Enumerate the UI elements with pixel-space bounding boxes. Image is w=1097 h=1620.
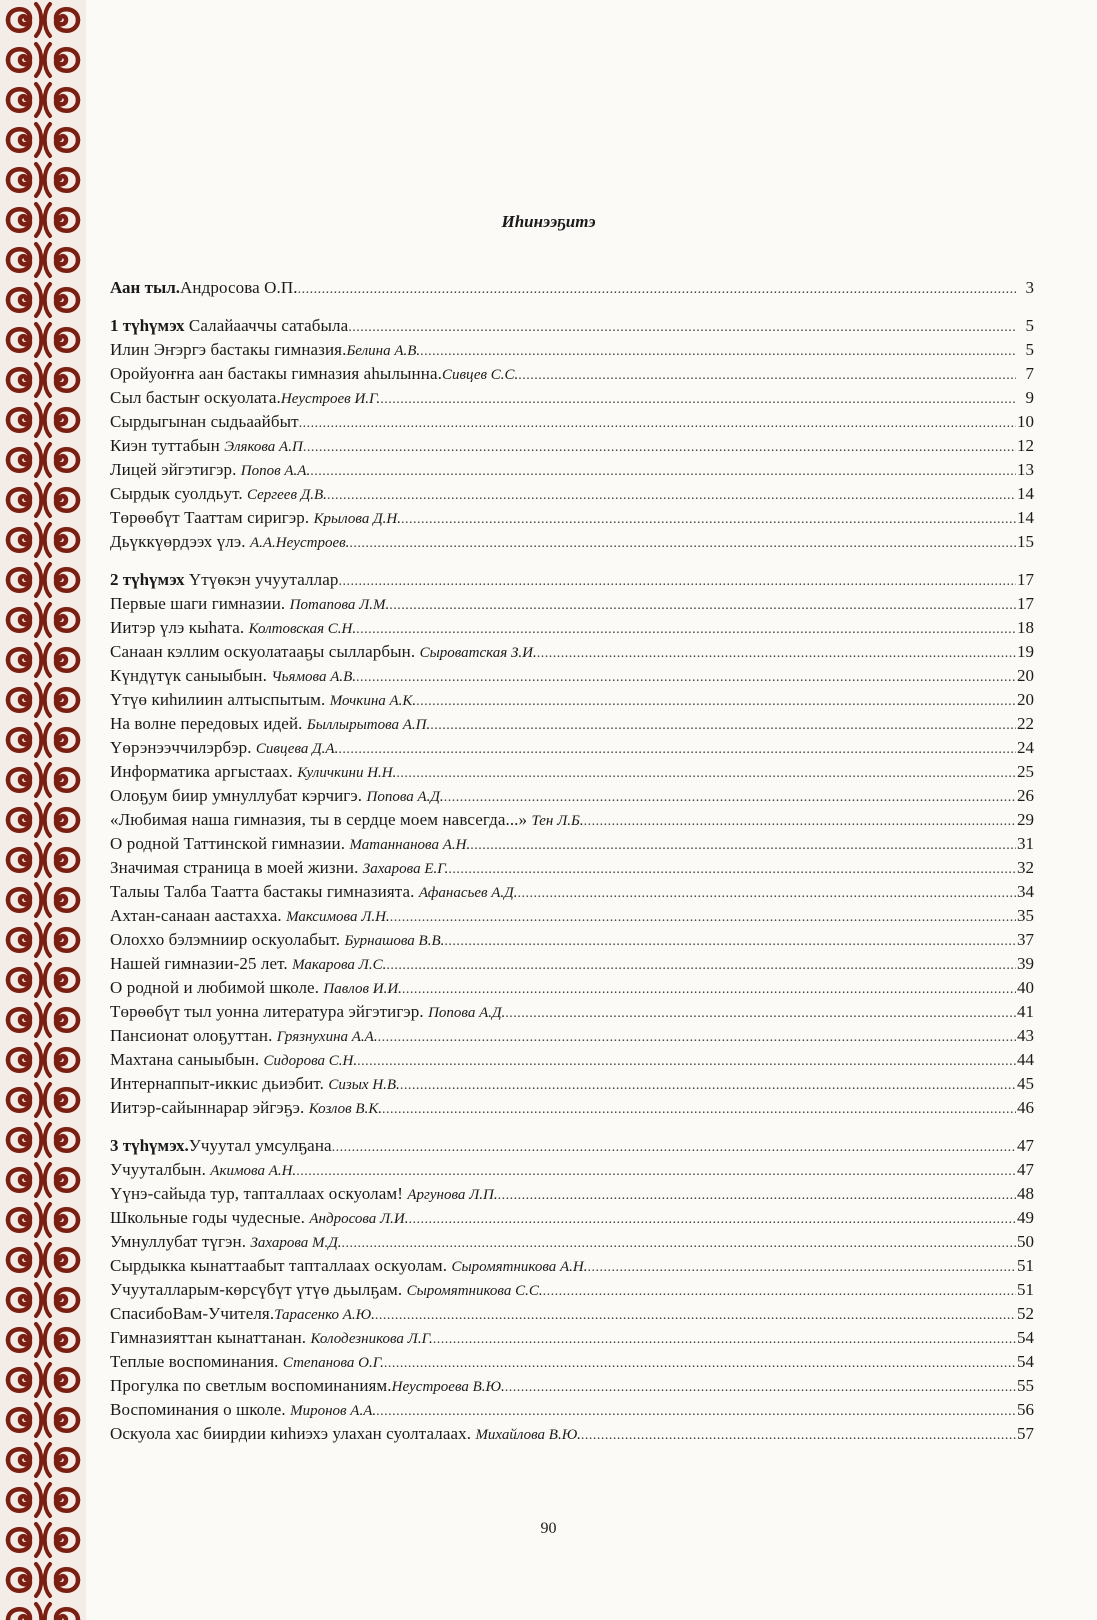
- dot-leader: [537, 642, 1016, 666]
- dot-leader: [401, 508, 1016, 532]
- toc-entry-text: [110, 362, 518, 387]
- toc-entry: [110, 856, 1034, 880]
- toc-entry-title: Күндүтүк саныыбын.: [110, 666, 272, 685]
- dot-leader: [518, 364, 1016, 388]
- toc-entry-page: 25: [1017, 762, 1034, 781]
- dot-leader: [342, 1232, 1016, 1256]
- dot-leader: [517, 882, 1016, 906]
- toc-entry-title: «Любимая наша гимназия, ты в сердце моем навсегда...»: [110, 810, 532, 829]
- toc-entry-text: [110, 568, 338, 592]
- toc-entry-author: Захарова М.Д.: [250, 1235, 342, 1251]
- toc-section: [110, 568, 1034, 1120]
- toc-entry: [110, 1302, 1034, 1326]
- toc-entry: [110, 506, 1034, 530]
- toc-entry: [110, 482, 1034, 506]
- toc-entry-text: [110, 1182, 498, 1207]
- toc-entry: [110, 880, 1034, 904]
- toc-entry-author: Аргунова Л.П.: [407, 1187, 498, 1203]
- toc-entry: [110, 338, 1034, 362]
- toc-entry-text: [110, 616, 356, 641]
- toc-entry-text: [110, 784, 444, 809]
- toc-entry: [110, 688, 1034, 712]
- toc-entry-text: [110, 434, 303, 459]
- toc-entry-text: [110, 1000, 505, 1025]
- toc-entry-text: [110, 1398, 376, 1423]
- toc-entry-page: 40: [1017, 978, 1034, 997]
- toc-entry-text: [110, 808, 584, 833]
- toc-entry: [110, 760, 1034, 784]
- dot-leader: [298, 278, 1016, 302]
- dot-leader: [338, 738, 1016, 762]
- toc-entry-author: Максимова Л.Н.: [286, 909, 390, 925]
- toc-entry-page: 45: [1017, 1074, 1034, 1093]
- dot-leader: [356, 618, 1016, 642]
- toc-entry-page: 52: [1017, 1304, 1034, 1323]
- toc-entry-author: А.А.Неустроев.: [249, 535, 350, 551]
- toc-entry: [110, 640, 1034, 664]
- dot-leader: [470, 834, 1016, 858]
- toc-entry-text: [110, 530, 349, 555]
- dot-leader: [356, 666, 1016, 690]
- section-number: 2 түһүмэх: [110, 570, 185, 589]
- toc-entry-page: 10: [1017, 412, 1034, 431]
- toc-entry: [110, 1182, 1034, 1206]
- toc-entry-page: 18: [1017, 618, 1034, 637]
- toc-entry: [110, 434, 1034, 458]
- toc-entry: [110, 276, 1034, 300]
- toc-entry: [110, 736, 1034, 760]
- toc-entry-author: Попов А.А.: [240, 463, 311, 479]
- toc-entry-title: Төрөөбүт Тааттам сиригэр.: [110, 508, 314, 527]
- toc-entry-text: [110, 1302, 375, 1327]
- toc-entry-author: Матаннанова А.Н.: [349, 837, 471, 853]
- toc-entry-page: 13: [1017, 460, 1034, 479]
- toc-entry-page: 50: [1017, 1232, 1034, 1251]
- toc-entry: [110, 904, 1034, 928]
- toc-entry: [110, 952, 1034, 976]
- toc-entry: [110, 664, 1034, 688]
- toc-entry-page: 54: [1017, 1328, 1034, 1347]
- toc-entry-title: Киэн туттабын: [110, 436, 225, 455]
- toc-entry-text: [110, 592, 389, 617]
- toc-entry-title: Илин Эҥэргэ бастакы гимназия.: [110, 340, 347, 359]
- toc-entry-author: Сивцева Д.А.: [255, 741, 339, 757]
- dot-leader: [357, 1050, 1016, 1074]
- dot-leader: [505, 1376, 1016, 1400]
- toc-entry-page: 44: [1017, 1050, 1034, 1069]
- toc-entry-text: [110, 458, 310, 483]
- toc-entry-title: Воспоминания о школе.: [110, 1400, 291, 1419]
- toc-entry-page: 22: [1017, 714, 1034, 733]
- toc-entry-page: 57: [1017, 1424, 1034, 1443]
- dot-leader: [296, 1160, 1016, 1184]
- toc-entry-text: [110, 1254, 588, 1279]
- dot-leader: [498, 1184, 1016, 1208]
- dot-leader: [543, 1280, 1016, 1304]
- toc-entry-text: [110, 1278, 543, 1303]
- toc-entry-text: [110, 688, 416, 713]
- toc-entry-text: [110, 856, 448, 881]
- toc-entry-author: Козлов В.К.: [308, 1101, 383, 1117]
- toc-entry-author: Афанасьев А.Д.: [418, 885, 518, 901]
- toc-entry-author: Михайлова В.Ю.: [475, 1427, 581, 1443]
- dot-leader: [386, 954, 1016, 978]
- toc-entry-title: Иитэр үлэ кыһата.: [110, 618, 249, 637]
- toc-entry-author: Сидорова С.Н.: [263, 1053, 358, 1069]
- toc-entry-title: Оройуоҥҥа аан бастакы гимназия аһылынна.: [110, 364, 442, 383]
- toc-entry-page: 20: [1017, 690, 1034, 709]
- toc-entry-page: 5: [1025, 316, 1034, 335]
- toc-entry-page: 26: [1017, 786, 1034, 805]
- toc-entry-title: Олоҕум биир умнуллубат кэрчигэ.: [110, 786, 367, 805]
- toc-entry-title: Первые шаги гимназии.: [110, 594, 290, 613]
- dot-leader: [433, 1328, 1016, 1352]
- toc-entry-page: 20: [1017, 666, 1034, 685]
- toc-entry-title: Төрөөбүт тыл уонна литература эйгэтигэр.: [110, 1002, 429, 1021]
- toc-entry-text: [110, 1350, 384, 1375]
- dot-leader: [588, 1256, 1017, 1280]
- toc-entry-author: Неустроев И.Г.: [280, 391, 381, 407]
- toc-entry-title: Салайааччы сатабыла: [184, 316, 349, 335]
- toc-entry: [110, 1000, 1034, 1024]
- toc-entry-page: 34: [1017, 882, 1034, 901]
- toc-entry-page: 47: [1017, 1160, 1034, 1179]
- toc-entry-author: Захарова Е.Г.: [362, 861, 449, 877]
- page-number: 90: [540, 1520, 557, 1537]
- toc-entry-page: 32: [1017, 858, 1034, 877]
- toc-entry-text: [110, 1048, 357, 1073]
- toc-entry-title: Пансионат олоҕуттан.: [110, 1026, 277, 1045]
- dot-leader: [382, 1098, 1016, 1122]
- toc-entry-page: 19: [1017, 642, 1034, 661]
- toc-entry-text: [110, 276, 298, 300]
- dot-leader: [444, 930, 1016, 954]
- toc-entry-author: Павлов И.И.: [323, 981, 402, 997]
- dot-leader: [310, 460, 1016, 484]
- toc-entry-title: На волне передовых идей.: [110, 714, 307, 733]
- toc-section: [110, 276, 1034, 300]
- toc-entry-text: [110, 1134, 332, 1158]
- toc-entry: [110, 410, 1034, 434]
- dot-leader: [349, 532, 1016, 556]
- toc-entry: [110, 1048, 1034, 1072]
- toc-entry-text: [110, 976, 402, 1001]
- toc-entry: [110, 1422, 1034, 1446]
- toc-entry-text: [110, 410, 299, 434]
- toc-entry-author: Неустроева В.Ю.: [391, 1379, 505, 1395]
- dot-leader: [376, 1400, 1016, 1424]
- toc-entry-title: Оскуола хас биирдии киһиэхэ улахан суолталаах.: [110, 1424, 476, 1443]
- toc-entry: [110, 1072, 1034, 1096]
- toc-entry-author: Макарова Л.С.: [292, 957, 387, 973]
- toc-entry: [110, 568, 1034, 592]
- toc-entry-text: [110, 880, 517, 905]
- toc-entry-author: Сергеев Д.В.: [247, 487, 327, 503]
- toc-entry-text: [110, 928, 444, 953]
- toc-entry-page: 3: [1025, 278, 1034, 297]
- toc-entry-page: 24: [1017, 738, 1034, 757]
- toc-entry-author: Мочкина А.К.: [329, 693, 417, 709]
- toc-entry-author: Куличкини Н.Н.: [297, 765, 397, 781]
- toc-entry-author: Белина А.В.: [346, 343, 421, 359]
- toc-entry: [110, 1326, 1034, 1350]
- table-of-contents: [110, 276, 1034, 1460]
- toc-entry-page: 39: [1017, 954, 1034, 973]
- toc-entry-page: 17: [1017, 570, 1034, 589]
- toc-entry-page: 29: [1017, 810, 1034, 829]
- toc-entry-author: Андросова Л.И.: [309, 1211, 409, 1227]
- toc-entry-page: 12: [1017, 436, 1034, 455]
- toc-entry: [110, 784, 1034, 808]
- toc-entry-title: О родной Таттинской гимназии.: [110, 834, 350, 853]
- toc-entry-page: 51: [1017, 1280, 1034, 1299]
- toc-entry-text: [110, 314, 348, 338]
- toc-entry-author: Колтовская С.Н.: [248, 621, 357, 637]
- toc-entry-title: Дьүккүөрдээх үлэ.: [110, 532, 250, 551]
- toc-entry-text: [110, 904, 390, 929]
- dot-leader: [348, 316, 1016, 340]
- toc-entry-title: Үүнэ-сайыда тур, тапталлаах оскуолам!: [110, 1184, 408, 1203]
- dot-leader: [584, 810, 1016, 834]
- dot-leader: [396, 762, 1016, 786]
- toc-entry: [110, 1374, 1034, 1398]
- toc-entry-text: [110, 506, 401, 531]
- ornamental-border-icon: [0, 0, 86, 1620]
- toc-entry-author: Грязнухина А.А.: [276, 1029, 378, 1045]
- toc-entry-page: 31: [1017, 834, 1034, 853]
- dot-leader: [402, 978, 1016, 1002]
- dot-leader: [390, 906, 1016, 930]
- toc-entry: [110, 928, 1034, 952]
- toc-entry: [110, 1278, 1034, 1302]
- toc-entry-page: 51: [1017, 1256, 1034, 1275]
- toc-entry-page: 55: [1017, 1376, 1034, 1395]
- toc-entry-author: Акимова А.Н.: [210, 1163, 297, 1179]
- dot-leader: [400, 1074, 1016, 1098]
- toc-entry: [110, 1158, 1034, 1182]
- toc-entry-page: 43: [1017, 1026, 1034, 1045]
- toc-entry-page: 56: [1017, 1400, 1034, 1419]
- toc-entry-page: 46: [1017, 1098, 1034, 1117]
- toc-entry: [110, 362, 1034, 386]
- toc-entry-title: Теплые воспоминания.: [110, 1352, 283, 1371]
- toc-entry-title: Ахтан-санаан аастахха.: [110, 906, 287, 925]
- toc-entry-text: [110, 338, 420, 363]
- toc-entry-title: Гимназияттан кынаттанан.: [110, 1328, 311, 1347]
- dot-leader: [444, 786, 1016, 810]
- dot-leader: [378, 1026, 1016, 1050]
- toc-entry-page: 49: [1017, 1208, 1034, 1227]
- toc-entry-text: [110, 1096, 382, 1121]
- toc-entry-text: [110, 664, 356, 689]
- toc-entry-title: Санаан кэллим оскуолатааҕы сылларбын.: [110, 642, 420, 661]
- toc-entry-text: [110, 832, 470, 857]
- toc-entry-title: Иитэр-сайыннарар эйгэҕэ.: [110, 1098, 309, 1117]
- toc-entry-page: 54: [1017, 1352, 1034, 1371]
- toc-entry-text: [110, 1158, 296, 1183]
- toc-entry: [110, 976, 1034, 1000]
- toc-entry-text: [110, 1374, 505, 1399]
- toc-entry-title: Сырдык суолдьут.: [110, 484, 248, 503]
- toc-entry: [110, 458, 1034, 482]
- toc-entry-text: [110, 386, 380, 411]
- dot-leader: [420, 340, 1016, 364]
- toc-entry-title: Интернаппыт-иккис дьиэбит.: [110, 1074, 329, 1093]
- toc-entry-author: Сыромятникова А.Н.: [451, 1259, 588, 1275]
- toc-entry: [110, 592, 1034, 616]
- dot-leader: [338, 570, 1016, 594]
- toc-entry-title: Үөрэнээччилэрбэр.: [110, 738, 256, 757]
- toc-entry-title: Информатика аргыстаах.: [110, 762, 298, 781]
- dot-leader: [380, 388, 1016, 412]
- dot-leader: [332, 1136, 1016, 1160]
- toc-entry: [110, 1398, 1034, 1422]
- toc-entry-author: Потапова Л.М.: [289, 597, 390, 613]
- toc-entry-title: Учууталларым-көрсүбүт үтүө дьылҕам.: [110, 1280, 407, 1299]
- toc-entry-page: 48: [1017, 1184, 1034, 1203]
- toc-entry-author: Степанова О.Г.: [282, 1355, 384, 1371]
- toc-entry: [110, 1096, 1034, 1120]
- toc-entry-author: Элякова А.П: [224, 439, 303, 455]
- toc-entry-text: [110, 1230, 342, 1255]
- toc-entry-author: Колодезникова Л.Г.: [310, 1331, 433, 1347]
- toc-entry-title: О родной и любимой школе.: [110, 978, 324, 997]
- toc-entry-title: Школьные годы чудесные.: [110, 1208, 310, 1227]
- toc-entry-title: СпасибоВам-Учителя.: [110, 1304, 275, 1323]
- toc-entry-author: Чьямова А.В.: [271, 669, 357, 685]
- dot-leader: [430, 714, 1016, 738]
- toc-entry-author: Сизых Н.В.: [328, 1077, 400, 1093]
- toc-entry-page: 47: [1017, 1136, 1034, 1155]
- toc-entry-page: 9: [1025, 388, 1034, 407]
- toc-entry-title: Учуутал умсулҕана: [188, 1136, 332, 1155]
- toc-entry-author: Крылова Д.Н.: [313, 511, 401, 527]
- dot-leader: [448, 858, 1016, 882]
- toc-section: [110, 1134, 1034, 1446]
- toc-entry-text: [110, 482, 327, 507]
- toc-entry-title: Сырдыкка кынаттаабыт тапталлаах оскуолам.: [110, 1256, 452, 1275]
- toc-entry-page: 37: [1017, 930, 1034, 949]
- dot-leader: [409, 1208, 1016, 1232]
- toc-entry-text: [110, 1024, 378, 1049]
- toc-entry-title: Махтана саныыбын.: [110, 1050, 264, 1069]
- toc-entry-title: Умнуллубат түгэн.: [110, 1232, 251, 1251]
- toc-entry-text: [110, 640, 537, 665]
- toc-entry-author: Сыроватская З.И.: [419, 645, 537, 661]
- toc-entry: [110, 1134, 1034, 1158]
- toc-entry-author: Сивцев С.С.: [441, 367, 519, 383]
- toc-entry: [110, 616, 1034, 640]
- dot-leader: [581, 1424, 1016, 1448]
- toc-section: [110, 314, 1034, 554]
- toc-entry-page: 17: [1017, 594, 1034, 613]
- toc-entry-author: Сыромятникова С.С.: [406, 1283, 543, 1299]
- section-number: Аан тыл.: [110, 278, 181, 297]
- toc-entry-page: 14: [1017, 484, 1034, 503]
- toc-entry-text: [110, 952, 386, 977]
- toc-entry-title: Учууталбын.: [110, 1160, 211, 1179]
- dot-leader: [299, 412, 1016, 436]
- toc-entry-page: 14: [1017, 508, 1034, 527]
- toc-entry-title: Үтүө киһилиин алтыспытым.: [110, 690, 330, 709]
- toc-entry: [110, 712, 1034, 736]
- toc-entry-text: [110, 1072, 400, 1097]
- section-number: 3 түһүмэх.: [110, 1136, 189, 1155]
- dot-leader: [375, 1304, 1016, 1328]
- toc-entry: [110, 1206, 1034, 1230]
- toc-entry-text: [110, 1326, 433, 1351]
- toc-entry-title: Үтүөкэн учууталлар: [184, 570, 339, 589]
- dot-leader: [505, 1002, 1016, 1026]
- toc-entry-title: Талыы Талба Таатта бастакы гимназията.: [110, 882, 419, 901]
- dot-leader: [416, 690, 1016, 714]
- toc-entry-page: 15: [1017, 532, 1034, 551]
- toc-entry-page: 41: [1017, 1002, 1034, 1021]
- toc-entry-text: [110, 760, 396, 785]
- toc-entry-author: Миронов А.А.: [290, 1403, 377, 1419]
- toc-entry: [110, 808, 1034, 832]
- toc-entry-text: [110, 736, 338, 761]
- dot-leader: [327, 484, 1016, 508]
- toc-entry-author: Попова А.Д.: [366, 789, 444, 805]
- toc-entry-title: Значимая страница в моей жизни.: [110, 858, 363, 877]
- toc-entry: [110, 1254, 1034, 1278]
- toc-entry: [110, 1024, 1034, 1048]
- toc-entry-page: 7: [1025, 364, 1034, 383]
- toc-entry: [110, 314, 1034, 338]
- toc-entry: [110, 386, 1034, 410]
- toc-entry: [110, 1350, 1034, 1374]
- toc-entry-title: Лицей эйгэтигэр.: [110, 460, 241, 479]
- toc-entry-title: Сыл бастыҥ оскуолата.: [110, 388, 281, 407]
- toc-entry-page: 5: [1025, 340, 1034, 359]
- toc-entry: [110, 530, 1034, 554]
- dot-leader: [303, 436, 1016, 460]
- toc-entry-title: Нашей гимназии-25 лет.: [110, 954, 293, 973]
- toc-entry-text: [110, 1206, 409, 1231]
- dot-leader: [384, 1352, 1016, 1376]
- toc-entry-title: Прогулка по светлым воспоминаниям.: [110, 1376, 392, 1395]
- toc-entry-text: [110, 1422, 581, 1447]
- toc-entry: [110, 1230, 1034, 1254]
- toc-entry-author: Тен Л.Б.: [531, 813, 584, 829]
- toc-entry-author: Попова А.Д.: [428, 1005, 506, 1021]
- dot-leader: [389, 594, 1016, 618]
- toc-entry-author: Бурнашова В.В.: [344, 933, 445, 949]
- toc-entry-text: [110, 712, 430, 737]
- page-title: Иһинээҕитэ: [501, 212, 596, 231]
- section-number: 1 түһүмэх: [110, 316, 185, 335]
- toc-entry-title: Олоххо бэлэмниир оскуолабыт.: [110, 930, 345, 949]
- toc-entry-title: Андросова О.П.: [180, 278, 298, 297]
- toc-entry-author: Быллырытова А.П.: [306, 717, 431, 733]
- toc-entry: [110, 832, 1034, 856]
- toc-entry-author: Тарасенко А.Ю.: [274, 1307, 375, 1323]
- toc-entry-title: Сырдыгынан сыдьаайбыт: [110, 412, 299, 431]
- toc-entry-page: 35: [1017, 906, 1034, 925]
